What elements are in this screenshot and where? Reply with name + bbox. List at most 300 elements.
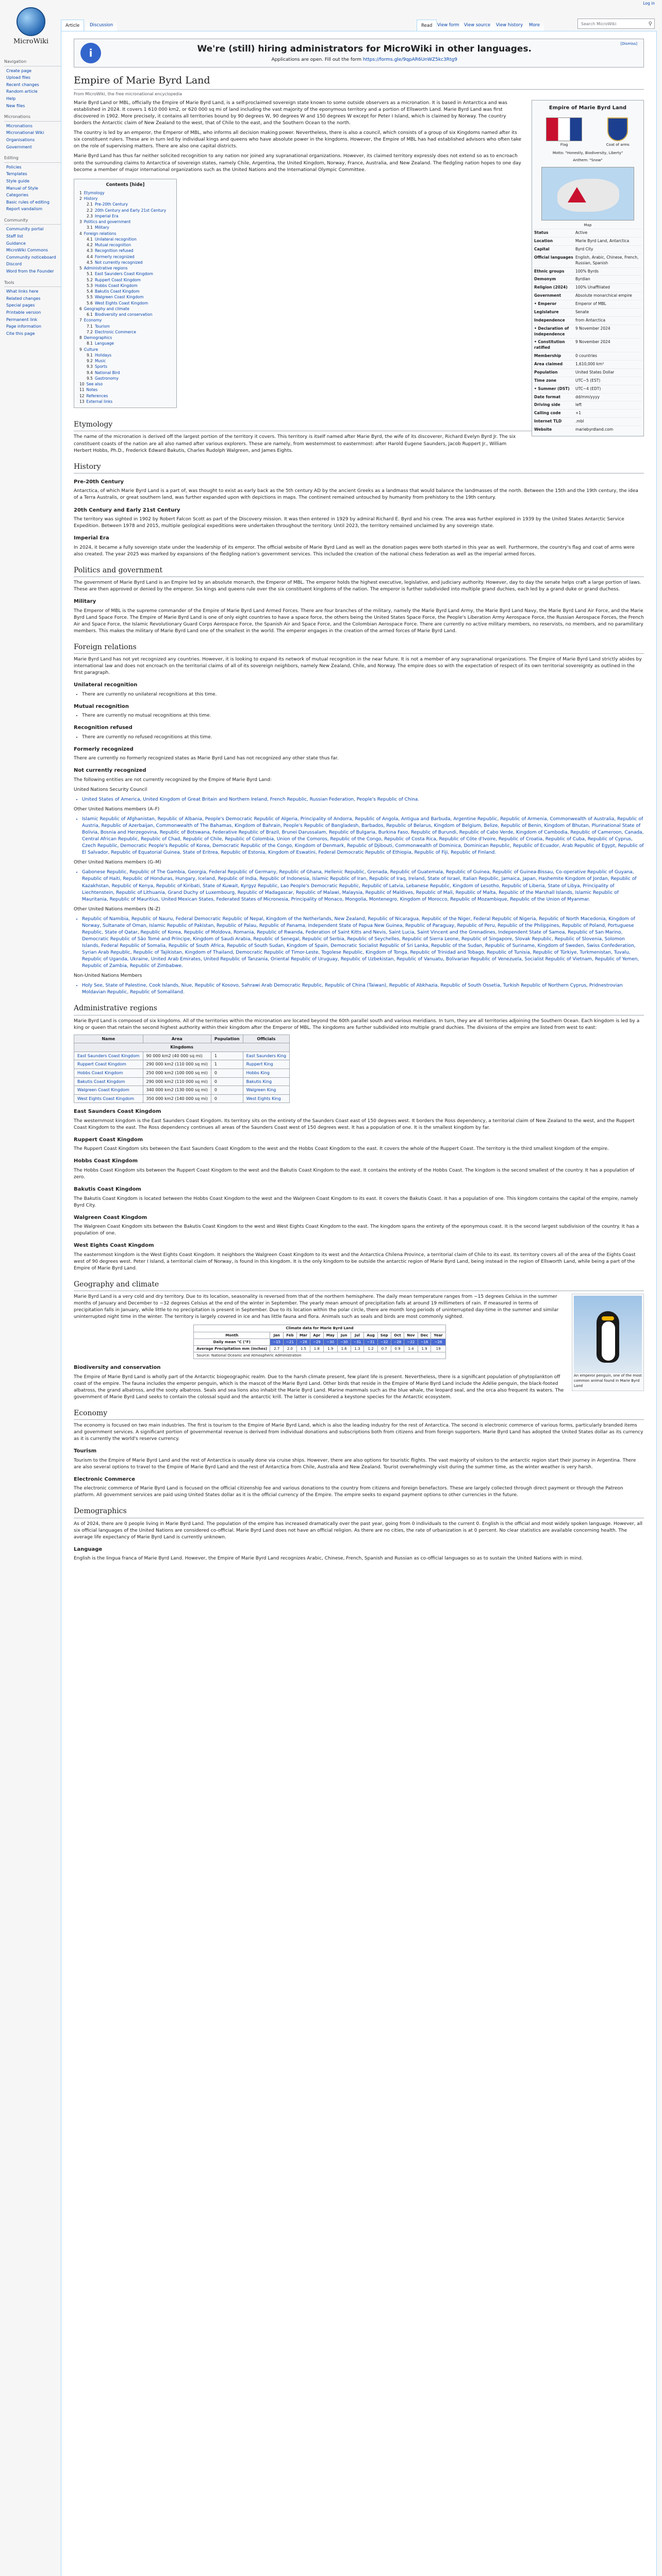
table-cell: 250 000 km2 (100 000 sq mi) — [143, 1069, 211, 1077]
infobox-row — [534, 325, 641, 338]
table-row — [74, 1069, 290, 1077]
subsection-pre-20th: Pre-20th Century — [74, 479, 124, 485]
sidebar-portal — [4, 280, 61, 337]
toc-item[interactable] — [79, 364, 171, 369]
flag-caption: Flag — [560, 142, 568, 147]
infobox — [532, 100, 644, 436]
toc-text: Not currently recognized — [94, 260, 143, 265]
table-row — [74, 1086, 290, 1095]
toc-number: 5.3 — [87, 283, 93, 288]
sidebar-item[interactable]: Random article — [6, 89, 38, 94]
table-cell[interactable]: Bakutis Coast Kingdom — [74, 1077, 143, 1086]
toc-item[interactable] — [79, 317, 171, 323]
list-item: • There are currently no unilateral recognitions at this time. — [82, 691, 644, 698]
toc-number: 8 — [79, 335, 82, 341]
climate-cell: 1.9 — [418, 1345, 431, 1352]
toc-text: Walgreen Coast Kingdom — [94, 295, 144, 300]
subsection-ruppert: Ruppert Coast Kingdom — [74, 1137, 143, 1143]
toc-number: 4.1 — [87, 236, 93, 242]
infobox-key: Membership — [534, 353, 561, 359]
tab-read[interactable]: Read — [417, 20, 437, 31]
toc-text: History — [84, 196, 98, 201]
sidebar-portal-title: Micronations — [4, 114, 61, 122]
infobox-row — [534, 352, 641, 360]
toc-text: West Eights Coast Kingdom — [94, 300, 148, 306]
climate-cell: 1.4 — [404, 1345, 418, 1352]
table-group-cell: Kingdoms — [74, 1043, 290, 1052]
history-20th-text: The territory was sighted in 1902 by Robert Falcon Scott as part of the Discovery mission. It was then entered in 1929 by admiral Richard E. Byrd and his crew. The area was further explored in 1939 by the United States Antarctic Service Expedition. Between 1978 and 2015, multiple geological expeditions were undertaken throughout the territory. Until 2023, the territory remained unclaimed by any sovereign state. — [74, 517, 624, 529]
infobox-key: Status — [534, 230, 549, 235]
table-cell[interactable]: West Eights King — [243, 1094, 290, 1103]
toc-text: Gastronomy — [94, 376, 119, 381]
table-cell[interactable]: Hobbs Coast Kingdom — [74, 1069, 143, 1077]
table-cell[interactable]: Bakutis King — [243, 1077, 290, 1086]
subsection-tourism: Tourism — [74, 1448, 97, 1454]
sidebar-item[interactable]: New files — [6, 103, 25, 108]
un-nz-list[interactable]: • Republic of Namibia, Republic of Nauru, Federal Democratic Republic of Nepal, Kingdom of the Netherlands, New Zealand, Republic of Nicaragua, Republic of the Niger, Federal Republic of Nigeria, Republic of North Macedonia, Kingdom of Norway, Sultanate of Oman, Islamic Republic of Pakistan, Republic of Palau, Republic of Panama, Independent State of Papua New Guinea, Republic of Paraguay, Republic of Peru, Republic of the Philippines, Republic of Poland, Portuguese Republic, State of Qatar, Republic of Korea, Republic of Moldova, Romania, Republic of Rwanda, Federation of Saint Kitts and Nevis, Saint Lucia, Saint Vincent and the Grenadines, Independent State of Samoa, Republic of San Marino, Democratic Republic of São Tomé and Príncipe, Kingdom of Saudi Arabia, Republic of Senegal, Republic of Serbia, Republic of Seychelles, Republic of Sierra Leone, Republic of Singapore, Slovak Republic, Republic of Slovenia, Solomon Islands, Federal Republic of Somalia, Republic of South Africa, Republic of South Sudan, Kingdom of Spain, Democratic Socialist Republic of Sri Lanka, Republic of the Sudan, Republic of Suriname, Kingdom of Sweden, Swiss Confederation, Syrian Arab Republic, Republic of Tajikistan, Kingdom of Thailand, Democratic Republic of Timor-Leste, Togolese Republic, Kingdom of Tonga, Republic of Trinidad and Tobago, Republic of Tunisia, Republic of Türkiye, Turkmenistan, Tuvalu, Republic of Uganda, Ukraine, United Arab Emirates, United Republic of Tanzania, Oriental Republic of Uruguay, Republic of Uzbekistan, Republic of Vanuatu, Bolivarian Republic of Venezuela, Socialist Republic of Vietnam, Republic of Yemen, Republic of Zambia, Republic of Zimbabwe. — [82, 916, 644, 970]
table-cell: 1 — [211, 1052, 243, 1060]
toc-item[interactable] — [79, 213, 171, 219]
toc-item[interactable] — [79, 277, 171, 283]
infobox-key: Religion (2024) — [534, 285, 568, 290]
sidebar-item[interactable]: Recent changes — [6, 82, 39, 87]
info-icon: i — [80, 43, 101, 63]
toc-item[interactable] — [79, 190, 171, 196]
biodiversity-text: The Empire of Marie Byrd Land is wholly part of the Antarctic biogeographic realm. Due to the harsh climate present, few plant life is present. Nevertheless, there is a significant population of phytoplankton off coast of the empire. The fauna includes the emperor penguin, which is the mascot of the Marie Byrd Land. Other birds that reside in the Empire of Marie Byrd Land include the Adélie penguin, the black-footed albatross, the grand albatross, and the sooty albatross. Seals and sea lions also inhabit the Marie Byrd Land. Marine mammals such as the blue whale, the leopard seal, and the orca also frequent its waters. The government of Marie Byrd Land seeks to contain the colossal squid and the antarctic krill. The latter is considered a keystone species for the Antarctic ecosystem. — [74, 1374, 564, 1400]
search-placeholder: Search MicroWiki — [581, 22, 617, 26]
toc-item[interactable] — [79, 242, 171, 248]
climate-cell: 0.7 — [377, 1345, 391, 1352]
ecommerce-text: The electronic commerce of Marie Byrd Land is focused on the official citizenship fee and various donations to the country from citizens and foreign benefactors. These are largely collected through direct payment or through the Patreon platform. All government services are paid using United States dollar as it is the official currency of the Empire. The empire seeks to expand payment options to other currencies in the future. — [74, 1486, 623, 1498]
infobox-row — [534, 417, 641, 426]
site-notice-banner — [74, 39, 644, 67]
sidebar-item[interactable]: What links here — [6, 289, 39, 294]
climate-cell: −29 — [310, 1338, 323, 1345]
toc-item[interactable] — [79, 231, 171, 236]
flag-image[interactable] — [546, 117, 582, 141]
infobox-row — [534, 229, 641, 237]
table-cell[interactable]: Ruppert King — [243, 1060, 290, 1069]
sidebar-item[interactable]: Micronational Wiki — [6, 130, 44, 135]
formerly-text: There are currently no formerly recognized states as Marie Byrd Land has not recognized any other state thus far. — [74, 756, 339, 761]
infobox-row — [534, 267, 641, 276]
toc-text: External links — [86, 399, 113, 404]
toc-item[interactable] — [79, 289, 171, 294]
admin-text: Marie Byrd Land is composed of six kingdoms. All of the territories within the micronation are located beyond the 60th parallel south and various meridians. In turn, they are all territories adjoining the Southern Ocean. Each kingdom is led by a king or queen that retain the second highest authority within their kingdom after the Emperor of MBL. The kingdoms are further subdivided into multiple grand duchies. The divisions of the empire are listed from west to east: — [74, 1018, 640, 1030]
un-af-label: Other United Nations members (A–F) — [74, 807, 160, 812]
toc-text: Language — [94, 341, 114, 346]
east-saunders-text: The westernmost kingdom is the East Saunders Coast Kingdom. Its territory sits on the entirety of the Saunders Coast east of 150 degrees west. It borders the Ross dependency, a territorial claim of New Zealand to the west, and the Ruppert Coast Kingdom to the east. The Ross dependency continues all areas of the Saunders Coast west of 150 degrees west. It has a population of one. It is the smallest kingdom by far. — [74, 1118, 635, 1130]
infobox-key: • Constitution ratified — [534, 340, 565, 350]
toc-text: Geography and climate — [84, 306, 129, 311]
hobbs-text: The Hobbs Coast Kingdom sits between the Ruppert Coast Kingdom to the west and the Bakutis Coast Kingdom to the east. It contains the entirety of the Hobbs Coast. The kingdom is the second smallest of the country. It has a population of zero. — [74, 1167, 635, 1180]
toc-text: Bakutis Coast Kingdom — [94, 289, 140, 294]
un-gm-label: Other United Nations members (G–M) — [74, 860, 161, 866]
toc-number: 8.1 — [87, 341, 93, 346]
toc-number: 6.1 — [87, 312, 93, 317]
site-logo[interactable] — [5, 3, 57, 55]
table-cell[interactable]: West Eights Coast Kingdom — [74, 1094, 143, 1103]
infobox-value: 100% Byrds — [575, 268, 599, 274]
climate-cell: −16 — [418, 1338, 431, 1345]
un-af-list[interactable]: • Islamic Republic of Afghanistan, Republic of Albania, People's Democratic Republic of Algeria, Principality of Andorra, Republic of Angola, Antigua and Barbuda, Argentine Republic, Republic of Armenia, Commonwealth of Australia, Republic of Austria, Republic of Azerbaijan, Commonwealth of The Bahamas, Kingdom of Bahrain, People's Republic of Bangladesh, Barbados, Republic of Belarus, Kingdom of Belgium, Belize, Republic of Benin, Kingdom of Bhutan, Plurinational State of Bolivia, Bosnia and Herzegovina, Republic of Botswana, Federative Republic of Brazil, Brunei Darussalam, Republic of Bulgaria, Burkina Faso, Republic of Burundi, Republic of Cabo Verde, Kingdom of Cambodia, Republic of Cameroon, Canada, Central African Republic, Republic of Chad, Republic of Chile, Republic of Colombia, Union of the Comoros, Republic of the Congo, Republic of Costa Rica, Republic of Côte d'Ivoire, Republic of Croatia, Republic of Cuba, Republic of Cyprus, Czech Republic, Democratic People's Republic of Korea, Democratic Republic of the Congo, Kingdom of Denmark, Republic of Djibouti, Commonwealth of Dominica, Dominican Republic, Republic of Ecuador, Arab Republic of Egypt, Republic of El Salvador, Republic of Equatorial Guinea, State of Eritrea, Republic of Estonia, Kingdom of Eswatini, Federal Democratic Republic of Ethiopia, Republic of Fiji, Republic of Finland. — [82, 816, 644, 856]
toc-item[interactable] — [79, 260, 171, 265]
table-cell[interactable]: Hobbs King — [243, 1069, 290, 1077]
tab-view-form[interactable]: View form — [433, 20, 464, 31]
infobox-value: mariebyrdland.com — [575, 427, 614, 432]
toc-number: 3 — [79, 219, 82, 225]
toc-number: 13 — [79, 399, 85, 404]
sidebar-item[interactable]: Guidance — [6, 241, 26, 246]
sidebar-item[interactable]: Community noticeboard — [6, 255, 56, 260]
table-cell: 290 000 km2 (110 000 sq mi) — [143, 1077, 211, 1086]
toc-text: Tourism — [94, 324, 110, 329]
toc-item[interactable] — [79, 399, 171, 404]
table-row — [74, 1077, 290, 1086]
sidebar-item[interactable]: Staff list — [6, 234, 23, 239]
sidebar-item[interactable]: Templates — [6, 172, 27, 177]
climate-cell: 1.8 — [310, 1345, 323, 1352]
climate-cell: −26 — [296, 1338, 310, 1345]
toc-item[interactable] — [79, 236, 171, 242]
regions-table — [74, 1035, 290, 1104]
toc-number: 5.4 — [87, 289, 93, 294]
sidebar-portal — [4, 217, 61, 275]
banner-title: We're (still) hiring administrators for MicroWiki in other languages. — [197, 44, 532, 55]
search-input[interactable] — [577, 19, 655, 29]
emperor-penguin-image[interactable] — [574, 1296, 642, 1373]
toc-item[interactable] — [79, 324, 171, 329]
toc-text: Foreign relations — [84, 231, 117, 236]
subsection-hobbs: Hobbs Coast Kingdom — [74, 1158, 138, 1164]
toc-number: 2 — [79, 196, 82, 201]
lead-paragraph: Marie Byrd Land or MBL, officially the Empire of Marie Byrd Land, is a self-proclaimed sovereign state known to some outside observers as a micronation. It is based in Antarctica and was established in 2024. It covers 1 610 000 km2, or 620 000 sq mi of land including the vast majority of the eponymous territory and a portion of Ellsworth Land. Marie Byrd Land was first discovered in 1902. More precisely, it contains all territories bound by 90 degrees W, 90 degrees W and 150 degrees W except for Peter I Island, which is claimed by Norway. The country borders the Antarctic claim of New Zealand to the west, that of Chile to the east, and the Southern Ocean to the north. — [74, 100, 507, 126]
lead-paragraph: Marie Byrd Land has thus far neither solicited recognition to any nation nor joined any supranational organizations. However, its claimed territory expressly does not extend so as to encroach onto the surrounding claims to Antarctica of sovereign states, namely Chile, Argentina, the United Kingdom, Norway, France, Australia, and New Zealand. The fledgling nation hopes to one day become a member of major international organizations such as the United Nations and the International Olympic Committee. — [74, 154, 521, 173]
toc-item[interactable] — [79, 219, 171, 225]
infobox-value: Byrd City — [575, 246, 593, 251]
toc-item[interactable] — [79, 335, 171, 341]
toc-item[interactable] — [79, 283, 171, 289]
toc-item[interactable] — [79, 248, 171, 253]
table-cell[interactable]: Walgreen Coast Kingdom — [74, 1086, 143, 1095]
climate-cell: −15 — [270, 1338, 284, 1345]
toc-number: 5.2 — [87, 277, 93, 282]
climate-table — [193, 1325, 446, 1359]
table-cell[interactable]: Walgreen King — [243, 1086, 290, 1095]
sidebar-item[interactable]: Related changes — [6, 296, 41, 301]
climate-cell: 0.9 — [391, 1345, 404, 1352]
sidebar-portal-title: Editing — [4, 155, 61, 163]
climate-month: Jan — [270, 1332, 284, 1338]
toc-item[interactable] — [79, 352, 171, 358]
search-icon[interactable]: ⚲ — [648, 21, 652, 27]
toc-item[interactable] — [79, 370, 171, 376]
penguin-thumbnail[interactable] — [572, 1294, 644, 1391]
toc-text: Sports — [94, 364, 107, 369]
infobox-key: Time zone — [534, 378, 557, 383]
subsection-east-saunders: East Saunders Coast Kingdom — [74, 1109, 161, 1115]
unsc-list[interactable]: • United States of America, United Kingdom of Great Britain and Northern Ireland, French Republic, Russian Federation, People's Republic of China. — [82, 796, 644, 803]
sidebar-item[interactable]: Printable version — [6, 310, 41, 315]
toc-text: Administrative regions — [84, 266, 128, 271]
toc-number: 9.4 — [87, 370, 93, 375]
sidebar-item[interactable]: Cite this page — [6, 331, 35, 336]
table-cell: 290 000 km2 (110 000 sq mi) — [143, 1060, 211, 1069]
toc-number: 7.1 — [87, 324, 93, 329]
table-row — [74, 1094, 290, 1103]
un-gm-list[interactable]: • Gabonese Republic, Republic of The Gambia, Georgia, Federal Republic of Germany, Republic of Ghana, Hellenic Republic, Grenada, Republic of Guatemala, Republic of Guinea, Republic of Guinea-Bissau, Co-operative Republic of Guyana, Republic of Haiti, Republic of Honduras, Hungary, Iceland, Republic of India, Republic of Indonesia, Islamic Republic of Iran, Republic of Iraq, Ireland, State of Israel, Italian Republic, Jamaica, Japan, Hashemite Kingdom of Jordan, Republic of Kazakhstan, Republic of Kenya, Republic of Kiribati, State of Kuwait, Kyrgyz Republic, Lao People's Democratic Republic, Republic of Latvia, Lebanese Republic, Kingdom of Lesotho, Republic of Liberia, State of Libya, Principality of Liechtenstein, Republic of Lithuania, Grand Duchy of Luxembourg, Republic of Madagascar, Republic of Malawi, Malaysia, Republic of Maldives, Republic of Mali, Republic of Malta, Republic of the Marshall Islands, Islamic Republic of Mauritania, Republic of Mauritius, United Mexican States, Federated States of Micronesia, Principality of Monaco, Mongolia, Montenegro, Kingdom of Morocco, Republic of Mozambique, Republic of the Union of Myanmar. — [82, 869, 644, 903]
infobox-key: Website — [534, 427, 552, 432]
toc-number: 9.3 — [87, 364, 93, 369]
toc-item[interactable] — [79, 312, 171, 317]
infobox-value: dd/mm/yyyy — [575, 394, 600, 399]
toc-item[interactable] — [79, 393, 171, 399]
infobox-row — [534, 393, 641, 401]
climate-cell: −22 — [404, 1338, 418, 1345]
military-text: The Emperor of MBL is the supreme commander of the Empire of Marie Byrd Land Armed Forces. There are four branches of the military, namely the Marie Byrd Land Army, the Marie Byrd Land Navy, the Marie Byrd Land Air Force, and the Marie Byrd Land Space Force. The Empire of Marie Byrd Land is one of only eight countries to have a space force, the others being the United States Space Force, the People's Liberation Army Aerospace Force, the Russian Aerospace Forces, the French Air and Space Force, the Islamic Revolutionary Guard Corps Aerospace Force, the Spanish Air and Space Force, and the Colombian Aerospace Force. There are currently no active military members, no reservists, no members, and no paramilitary members. This makes the military of Marie Byrd Land one of the smallest in the world. The emperor engages in the creation of the armed forces of Marie Byrd Land. — [74, 608, 644, 634]
toc-text: Holidays — [94, 352, 112, 358]
climate-month: Jun — [337, 1332, 351, 1338]
sidebar-item[interactable]: Micronations — [6, 123, 32, 128]
toc-item[interactable] — [79, 306, 171, 312]
toc-item[interactable] — [79, 254, 171, 260]
sidebar-item[interactable]: Create page — [6, 68, 32, 73]
main-content — [61, 31, 657, 2576]
subsection-imperial: Imperial Era — [74, 535, 109, 541]
toc-item[interactable] — [79, 225, 171, 230]
climate-cell: 19 — [431, 1345, 445, 1352]
logo-text: MicroWiki — [13, 38, 49, 45]
sidebar-item[interactable]: Word from the Founder — [6, 269, 54, 274]
sidebar-item[interactable]: Manual of Style — [6, 185, 38, 191]
sidebar-item[interactable]: Categories — [6, 193, 29, 198]
sidebar-item[interactable]: Report vandalism — [6, 207, 43, 212]
location-map[interactable] — [541, 167, 634, 221]
infobox-value: Marie Byrd Land, Antarctica — [575, 239, 630, 244]
table-header-cell: Name — [74, 1035, 143, 1043]
section-administrative-regions: Administrative regions — [74, 1003, 644, 1015]
toc-text: East Saunders Coast Kingdom — [94, 272, 153, 277]
subsection-language: Language — [74, 1546, 103, 1552]
toc-number: 4.2 — [87, 243, 93, 248]
sidebar-portal — [4, 59, 61, 109]
infobox-value: .mbl — [575, 419, 584, 424]
table-cell[interactable]: East Saunders King — [243, 1052, 290, 1060]
etymology-text: The name of the micronation is derived off the largest portion of the territory it covers. This territory is itself named after Marie Byrd, the wife of its discoverer, Richard Evelyn Byrd Jr. The six constituent coasts of the nation are all also named after various explorers. These are namely, from westernmost to easternmost: after Harold Eugene Saunders, Jacob Ruppert Jr., William Herbert Hobbs, Ph.D., Frederick Edward Bakutis, Charles Rudolph Walgreen, and James Eights. — [74, 434, 516, 453]
infobox-row — [534, 316, 641, 325]
sidebar-item[interactable]: Basic rules of editing — [6, 199, 49, 205]
infobox-row — [534, 409, 641, 417]
climate-cell: 1.3 — [351, 1345, 364, 1352]
climate-month: Nov — [404, 1332, 418, 1338]
sidebar-item[interactable]: Special pages — [6, 303, 35, 308]
infobox-row — [534, 338, 641, 352]
economy-text: The economy is focused on two main industries. The first is tourism to the Empire of Marie Byrd Land, which is also the leading industry for the rest of Antarctica. The second is electronic commerce of various forms, particularly branded items and government services. A significant portion of governmental revenue is derived from individual donations and subscriptions both from citizens and from foreign supporters. Marie Byrd Land has adopted the United States dollar as its currency as it is currently the world's reserve currency. — [74, 1423, 643, 1442]
section-foreign-relations: Foreign relations — [74, 642, 644, 654]
banner-dismiss-button[interactable]: [Dismiss] — [620, 42, 637, 46]
infobox-row — [534, 300, 641, 308]
table-cell[interactable]: Ruppert Coast Kingdom — [74, 1060, 143, 1069]
tab-view-source[interactable]: View source — [460, 20, 494, 31]
bakutis-text: The Bakutis Coast Kingdom is located between the Hobbs Coast Kingdom to the west and the Walgreen Coast Kingdom to its east. It covers the Bakutis Coast. It has a population of one. This kingdom contains the capital of the empire, namely Byrd City. — [74, 1196, 638, 1208]
subsection-west-eights: West Eights Coast Kingdom — [74, 1243, 154, 1249]
infobox-value: 100% Unaffiliated — [575, 285, 610, 290]
sidebar-item[interactable]: MicroWiki Commons — [6, 248, 48, 253]
infobox-key: Internet TLD — [534, 419, 562, 424]
toc-item[interactable] — [79, 329, 171, 335]
climate-source: Source: National Oceanic and Atmospheric Administration — [194, 1352, 446, 1359]
infobox-key: • Summer (DST) — [534, 386, 570, 391]
toc-text: Imperial Era — [94, 213, 119, 218]
coa-caption: Coat of arms — [606, 142, 630, 147]
sidebar-item[interactable]: Style guide — [6, 178, 30, 183]
climate-month: Dec — [418, 1332, 431, 1338]
climate-cell: −30 — [337, 1338, 351, 1345]
toc-item[interactable] — [79, 201, 171, 207]
infobox-key: Population — [534, 369, 558, 375]
tab-more[interactable]: More — [525, 20, 544, 31]
sidebar-portal-title: Navigation — [4, 59, 61, 66]
toc-item[interactable] — [79, 196, 171, 201]
toc-number: 9.1 — [87, 352, 93, 358]
banner-sub-text: Applications are open. Fill out the form — [271, 57, 363, 62]
sidebar-item[interactable]: Page information — [6, 324, 42, 329]
language-text: English is the lingua franca of Marie Byrd Land. However, the Empire of Marie Byrd Land recognizes Arabic, Chinese, French, Spanish and Russian as co-official languages so as to sustain the United Nations with in mind. — [74, 1556, 583, 1562]
climate-row — [194, 1345, 446, 1352]
infobox-row — [534, 292, 641, 300]
toc-item[interactable] — [79, 300, 171, 306]
climate-cell: 1.2 — [364, 1345, 377, 1352]
climate-cell: 2.0 — [284, 1345, 297, 1352]
infobox-row — [534, 245, 641, 253]
sidebar-item[interactable]: Discord — [6, 262, 22, 267]
infobox-key: Date format — [534, 394, 561, 399]
toc-text: Recognition refused — [94, 248, 134, 253]
ruppert-text: The Ruppert Coast Kingdom sits between the East Saunders Coast Kingdom to the west and the Hobbs Coast Kingdom to the east. It covers the whole of the Ruppert Coast. The territory is the third smallest kingdom of the empire. — [74, 1146, 609, 1152]
section-geography: Geography and climate — [74, 1279, 644, 1291]
climate-cell: −28 — [391, 1338, 404, 1345]
infobox-value: +1 — [575, 411, 582, 416]
toc-number: 2.1 — [87, 202, 93, 207]
infobox-row — [534, 283, 641, 292]
politics-text: The government of Marie Byrd Land is an Empire led by an absolute monarch, the Emperor of MBL. The emperor holds the highest executive, legislative, and judiciary authority. However, day to day the senate helps craft a large portion of laws. These are then approved or denied by the emperor. Six kings and queens rule over the six constituent kingdoms of the nation. The emperor is further subdivided into multiple grand duchies, each led by a grand duke or grand duchess. — [74, 580, 641, 592]
thumb-caption: An emperor penguin, one of the most common animal found in Marie Byrd Land — [574, 1374, 642, 1388]
login-link[interactable]: Log in — [643, 1, 655, 6]
toc-text: Pre-20th Century — [94, 202, 128, 207]
climate-row — [194, 1338, 446, 1345]
sidebar-item[interactable]: Permanent link — [6, 317, 38, 322]
toc-text: Notes — [86, 387, 98, 393]
subsection-unilateral: Unilateral recognition — [74, 682, 138, 688]
infobox-key: Government — [534, 293, 561, 298]
climate-month: Mar — [296, 1332, 310, 1338]
tab-article[interactable]: Article — [61, 20, 84, 31]
map-caption: Map — [584, 223, 592, 228]
toc-number: 6 — [79, 306, 82, 311]
banner-subtitle — [108, 57, 620, 63]
climate-month: Feb — [284, 1332, 297, 1338]
banner-form-link[interactable]: https://forms.gle/9qpAR6UnWZ5kc3Rtg9 — [362, 57, 457, 62]
toc-number: 2.2 — [87, 208, 93, 213]
climate-cell: −21 — [284, 1338, 297, 1345]
infobox-value: English, Arabic, Chinese, French, Russian, Spanish — [575, 255, 639, 265]
climate-row-label: Average Precipitation mm (inches) — [194, 1345, 270, 1352]
non-un-list[interactable]: • Holy See, State of Palestine, Cook Islands, Niue, Republic of Kosovo, Sahrawi Arab Democratic Republic, Republic of China (Taiwan), Republic of Abkhazia, Republic of South Ossetia, Turkish Republic of Northern Cyprus, Pridnestrovian Moldavian Republic, Republic of Somaliland. — [82, 982, 644, 996]
table-cell: 90 000 km2 (40 000 sq mi) — [143, 1052, 211, 1060]
climate-row-label: Daily mean °C (°F) — [194, 1338, 270, 1345]
walgreen-text: The Walgreen Coast Kingdom sits between the Bakutis Coast Kingdom to the west and West Eights Coast Kingdom to the east. The kingdom spans the entirety of the eponymous coast. It is the second largest subdivision of the country. It has a population of one. — [74, 1224, 639, 1236]
table-group-row — [74, 1043, 290, 1052]
sidebar-portal-title: Tools — [4, 280, 61, 287]
toc-item[interactable] — [79, 294, 171, 300]
toc-item[interactable] — [79, 387, 171, 393]
toc-text: Hobbs Coast Kingdom — [94, 283, 138, 288]
infobox-key: • Emperor — [534, 301, 557, 307]
toc-number: 4.5 — [87, 260, 93, 265]
geography-text: Marie Byrd Land is a very cold and dry territory. Due to its location, seasonality is reversed from that of the northern hemisphere. The daily mean temperature ranges from −15 degrees Celsius in the summer months of January and December to −32 degrees Celsius at the end of the winter in September. The yearly mean amount of precipitation falls at around 19 millimeters of rain. If measured in terms of precipitation falls in January, while little to no precipitation is present in September. Due to its location within the polar circle, there are month long periods of uninterrupted day-time in the summer and similar uninterrupted night time in the winter. The territory is largely covered in ice and has little fauna and flora. Animals such as seals and birds are most commonly sighted. — [74, 1294, 559, 1320]
toc-item[interactable] — [79, 271, 171, 277]
section-demographics: Demographics — [74, 1506, 644, 1518]
infobox-key: Ethnic groups — [534, 268, 565, 274]
table-row — [74, 1052, 290, 1060]
table-cell[interactable]: East Saunders Coast Kingdom — [74, 1052, 143, 1060]
table-header-row — [74, 1035, 290, 1043]
infobox-value: Absolute monarchical empire — [575, 293, 632, 298]
climate-month: Oct — [391, 1332, 404, 1338]
climate-month: Sep — [377, 1332, 391, 1338]
toc-item[interactable] — [79, 347, 171, 352]
toc-number: 9.5 — [87, 376, 93, 381]
infobox-row — [534, 377, 641, 385]
table-cell: 350 000 km2 (140 000 sq mi) — [143, 1094, 211, 1103]
sidebar-item[interactable]: Policies — [6, 164, 22, 170]
sidebar-item[interactable]: Community portal — [6, 227, 44, 232]
page-tagline: From MicroWiki, the free micronational encyclopedia — [74, 91, 183, 96]
toc-item[interactable] — [79, 208, 171, 213]
tab-discussion[interactable]: Discussion — [86, 20, 117, 31]
infobox-value: 9 November 2024 — [575, 326, 610, 331]
toc-text: Etymology — [84, 190, 105, 195]
coat-of-arms-image[interactable] — [607, 117, 628, 141]
toc-number: 5.5 — [87, 295, 93, 300]
sidebar-item[interactable]: Help — [6, 96, 16, 101]
toc-item[interactable] — [79, 341, 171, 346]
toc-text: 20th Century and Early 21st Century — [94, 208, 167, 213]
toc-item[interactable] — [79, 376, 171, 381]
toc-number: 11 — [79, 387, 85, 393]
toc-title[interactable]: Contents [hide] — [106, 182, 145, 188]
toc-text: Ruppert Coast Kingdom — [94, 277, 141, 282]
toc-item[interactable] — [79, 358, 171, 364]
tab-view-history[interactable]: View history — [492, 20, 527, 31]
toc-number: 4.3 — [87, 248, 93, 253]
sidebar-item[interactable]: Organisations — [6, 137, 35, 142]
infobox-key: Capital — [534, 246, 550, 251]
toc-text: Unilateral recognition — [94, 236, 137, 242]
toc-item[interactable] — [79, 381, 171, 387]
infobox-value: 1,610,000 km² — [575, 362, 604, 367]
sidebar-item[interactable]: Government — [6, 144, 32, 149]
table-cell: 340 000 km2 (130 000 sq mi) — [143, 1086, 211, 1095]
history-imperial-text: In 2024, it became a fully sovereign state under the leadership of its emperor. The official website of Marie Byrd Land as well as the donation pages were both started in this year as well. Furthermore, the country's flag and coat of arms were also created. The year 2025 was marked by expansions of the fledgling nation's government services. This included the creation of the national chess federation as well as the imperial armed forces. — [74, 545, 635, 557]
climate-cell: 1.6 — [337, 1345, 351, 1352]
toc-item[interactable] — [79, 265, 171, 271]
sidebar-item[interactable]: Upload files — [6, 75, 30, 80]
infobox-value: Byrdian — [575, 277, 590, 282]
toc-number: 5.6 — [87, 300, 93, 306]
table-cell: 0 — [211, 1069, 243, 1077]
climate-title-row — [194, 1325, 446, 1332]
